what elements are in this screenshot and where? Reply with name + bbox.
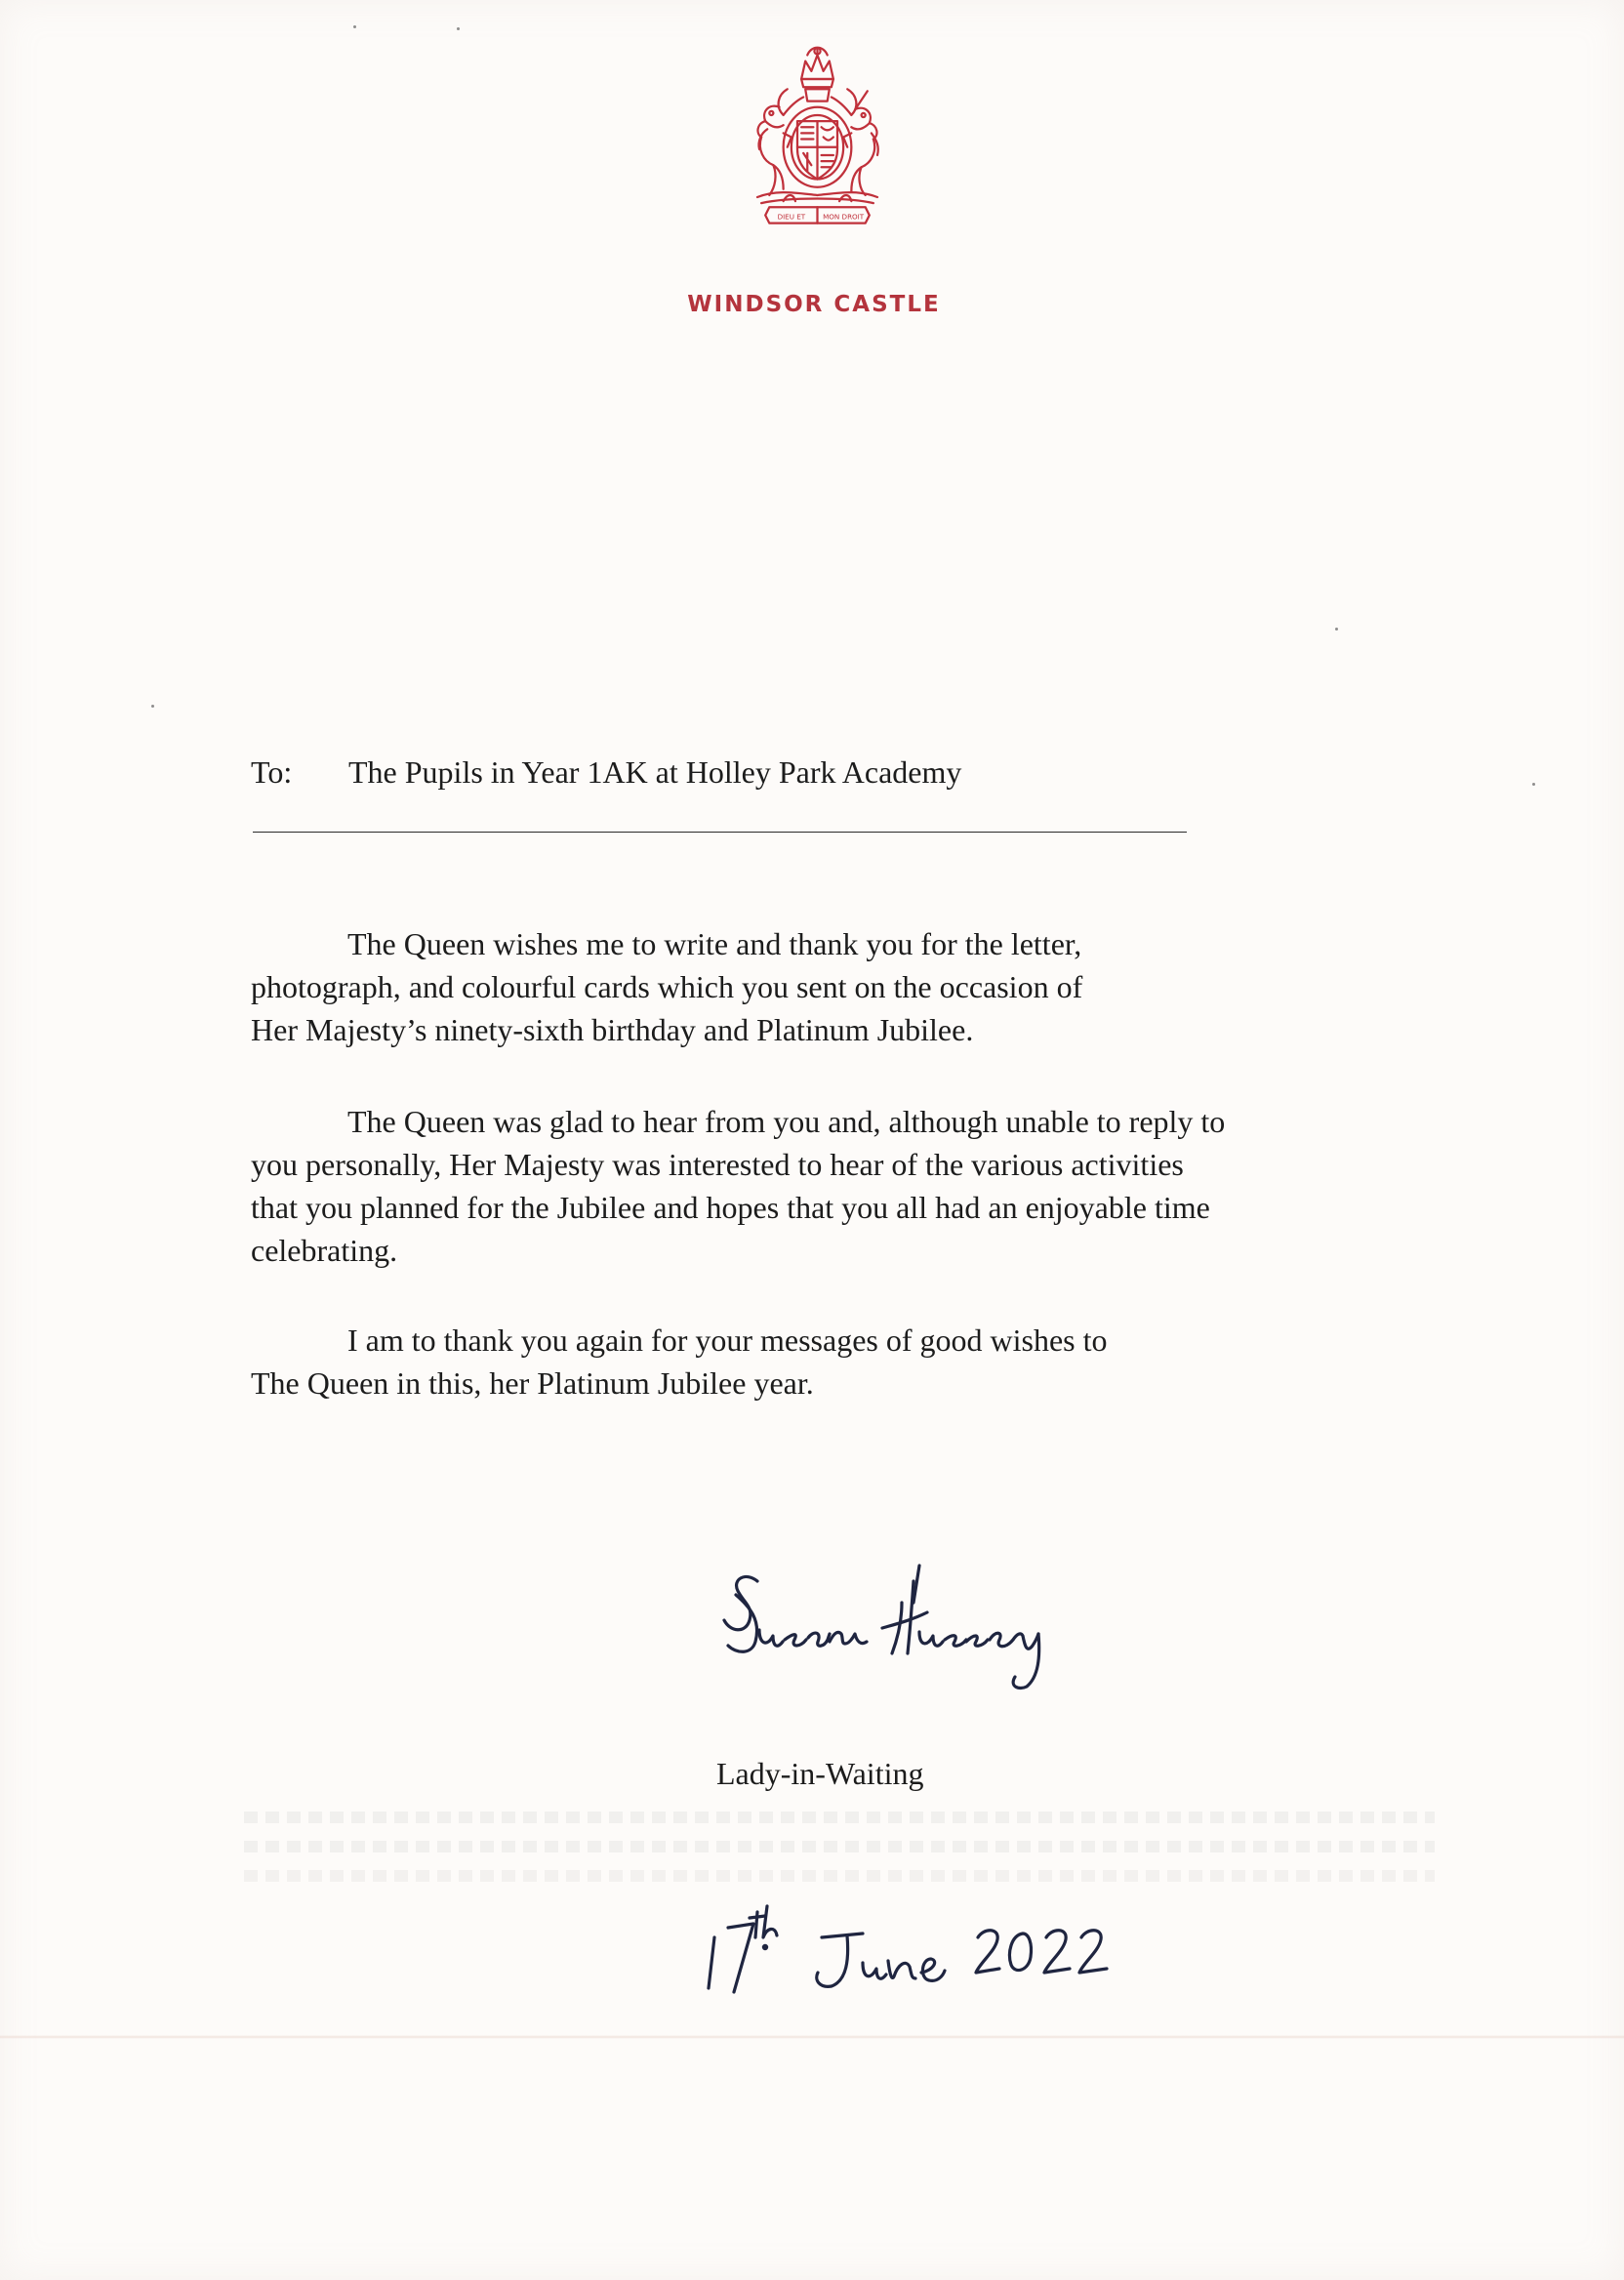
- handwritten-date: [695, 1898, 1124, 2006]
- paragraph-2-line: you personally, Her Majesty was interested to hear of the various activities: [251, 1147, 1184, 1182]
- paragraph-2: [251, 1100, 1451, 1272]
- svg-text:MON DROIT: MON DROIT: [823, 212, 865, 222]
- paragraph-2-line: celebrating.: [251, 1233, 398, 1268]
- showthrough-line: [244, 1812, 1435, 1823]
- paragraph-3-line: I am to thank you again for your messages of good wishes to: [347, 1323, 1108, 1358]
- paragraph-3-line: The Queen in this, her Platinum Jubilee year.: [251, 1365, 814, 1401]
- paper-speck: [353, 25, 356, 28]
- paragraph-1-line: photograph, and colourful cards which you sent on the occasion of: [251, 969, 1083, 1004]
- showthrough-line: [244, 1841, 1435, 1852]
- recipient-name: The Pupils in Year 1AK at Holley Park Academy: [348, 754, 962, 790]
- showthrough-line: [244, 1870, 1435, 1882]
- svg-text:DIEU ET: DIEU ET: [777, 212, 806, 222]
- signatory-title: Lady-in-Waiting: [716, 1756, 924, 1791]
- royal-crest-icon: [717, 37, 917, 237]
- paper-speck: [151, 705, 154, 708]
- handwritten-signature: [710, 1552, 1072, 1698]
- paragraph-1: [251, 922, 1451, 1051]
- recipient-line: [251, 751, 961, 794]
- paper-speck: [1532, 783, 1535, 786]
- paper-speck: [457, 27, 460, 30]
- paragraph-2-line: The Queen was glad to hear from you and, although unable to reply to: [347, 1104, 1226, 1139]
- paragraph-3: [251, 1319, 1451, 1405]
- paragraph-2-line: that you planned for the Jubilee and hopes that you all had an enjoyable time: [251, 1190, 1210, 1225]
- recipient-underline: [253, 832, 1187, 833]
- paragraph-1-line: Her Majesty’s ninety-sixth birthday and Platinum Jubilee.: [251, 1012, 974, 1047]
- paragraph-1-line: The Queen wishes me to write and thank you for the letter,: [347, 926, 1082, 961]
- paper-speck: [1335, 628, 1338, 631]
- letterhead-location: WINDSOR CASTLE: [687, 292, 941, 317]
- showthrough-text: [244, 1794, 1435, 1911]
- paper-fold-line: [0, 2035, 1624, 2039]
- recipient-label: To:: [251, 754, 293, 790]
